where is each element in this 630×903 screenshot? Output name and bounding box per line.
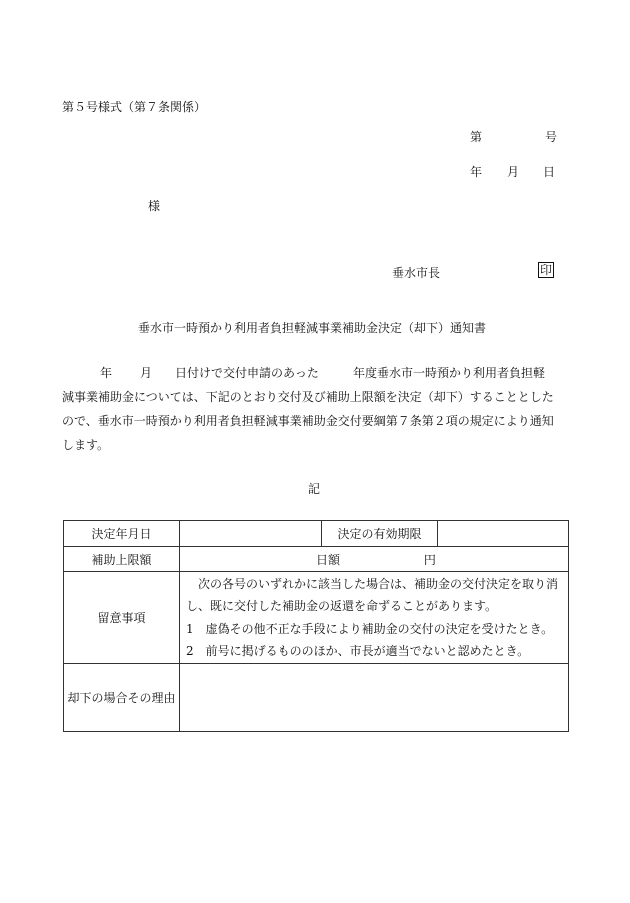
body-line2: 減事業補助金については、下記のとおり交付及び補助上限額を決定（却下）することとした xyxy=(62,390,554,404)
date-day: 日 xyxy=(543,165,556,179)
daily-amount-label: 日額 xyxy=(316,552,341,567)
body-month: 月 xyxy=(140,366,153,380)
notes-label: 留意事項 xyxy=(64,572,180,664)
validity-period-value xyxy=(438,521,569,547)
body-line1-a: 日付けで交付申請のあった xyxy=(175,366,319,380)
table-row-notes xyxy=(64,572,569,664)
body-line1-b: 年度垂水市一時預かり利用者負担軽 xyxy=(353,366,546,380)
seal-text: 印 xyxy=(540,263,553,277)
decision-date-value xyxy=(180,521,322,547)
body-line3: ので、垂水市一時預かり利用者負担軽減事業補助金交付要綱第７条第２項の規定により通知 xyxy=(62,414,554,428)
table-row-subsidy-limit xyxy=(64,547,569,572)
subsidy-limit-value xyxy=(180,547,569,572)
document-title: 垂水市一時預かり利用者負担軽減事業補助金決定（却下）通知書 xyxy=(138,321,487,335)
body-year: 年 xyxy=(100,366,113,380)
number-suffix: 号 xyxy=(545,130,558,144)
validity-period-label: 決定の有効期限 xyxy=(322,521,438,547)
subsidy-limit-label: 補助上限額 xyxy=(64,547,180,572)
ki-mark: 記 xyxy=(308,482,321,496)
sender-title: 垂水市長 xyxy=(392,266,441,280)
yen-unit: 円 xyxy=(423,552,436,567)
addressee-suffix: 様 xyxy=(148,199,161,213)
table-row-decision-date xyxy=(64,521,569,547)
decision-date-label: 決定年月日 xyxy=(64,521,180,547)
number-prefix: 第 xyxy=(470,130,483,144)
rejection-reason-value xyxy=(180,664,569,732)
table-row-rejection-reason xyxy=(64,664,569,732)
rejection-reason-label: 却下の場合その理由 xyxy=(64,664,180,732)
notes-line: 次の各号のいずれかに該当した場合は、補助金の交付決定を取り消 xyxy=(198,576,559,591)
decision-table xyxy=(63,520,569,732)
seal-mark xyxy=(538,262,554,278)
notes-content xyxy=(180,572,569,664)
form-label: 第５号様式（第７条関係） xyxy=(62,100,207,114)
notes-line: 1 虚偽その他不正な手段により補助金の交付の決定を受けたとき。 xyxy=(186,621,554,636)
date-month: 月 xyxy=(507,165,520,179)
date-year: 年 xyxy=(470,165,483,179)
notes-line: し、既に交付した補助金の返還を命ずることがあります。 xyxy=(186,599,498,613)
body-line4: します。 xyxy=(62,438,110,452)
notes-line: 2 前号に掲げるもののほか、市長が適当でないと認めたとき。 xyxy=(186,644,530,658)
